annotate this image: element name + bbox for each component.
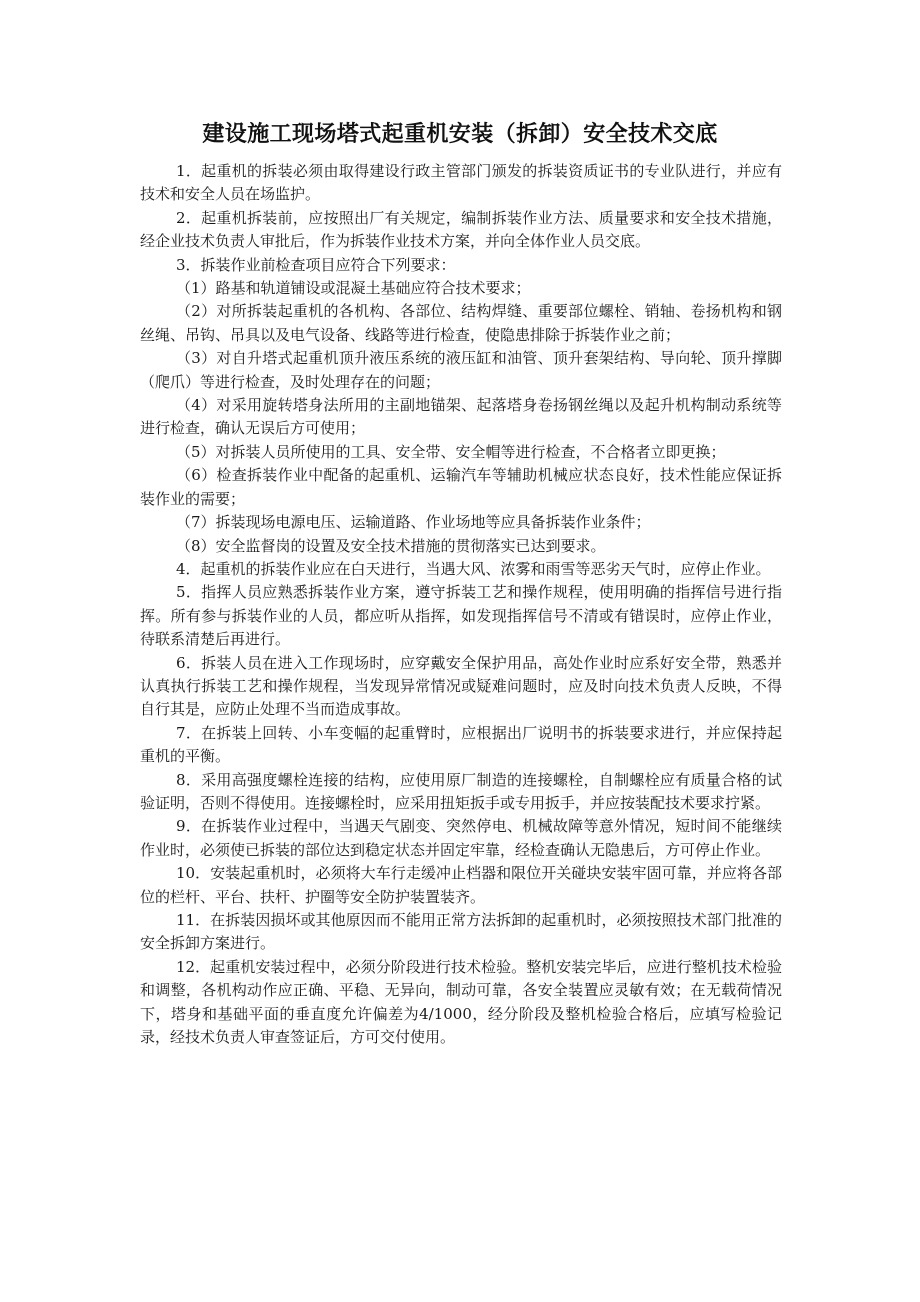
document-body xyxy=(140,160,782,1049)
paragraph-item-10: 10．安装起重机时，必须将大车行走缓冲止档器和限位开关碰块安装牢固可靠，并应将各部位的栏杆、平台、扶杆、护圈等安全防护装置装齐。 xyxy=(140,864,782,906)
sub-item-3-2: （2）对所拆装起重机的各机构、各部位、结构焊缝、重要部位螺栓、销轴、卷扬机构和钢丝绳、吊钩、吊具以及电气设备、线路等进行检查，使隐患排除于拆装作业之前； xyxy=(140,302,782,344)
sub-item-3-3: （3）对自升塔式起重机顶升液压系统的液压缸和油管、顶升套架结构、导向轮、顶升撑脚（爬爪）等进行检查，及时处理存在的问题； xyxy=(140,349,782,391)
sub-item-3-7: （7）拆装现场电源电压、运输道路、作业场地等应具备拆装作业条件； xyxy=(176,513,651,532)
paragraph-item-5: 5．指挥人员应熟悉拆装作业方案，遵守拆装工艺和操作规程，使用明确的指挥信号进行指挥。所有参与拆装作业的人员，都应听从指挥，如发现指挥信号不清或有错误时，应停止作业，待联系清楚后再进行。 xyxy=(140,583,782,649)
paragraph-item-9: 9．在拆装作业过程中，当遇天气剧变、突然停电、机械故障等意外情况，短时间不能继续作业时，必须使已拆装的部位达到稳定状态并固定牢靠，经检查确认无隐患后，方可停止作业。 xyxy=(140,817,782,859)
sub-item-3-4: （4）对采用旋转塔身法所用的主副地锚架、起落塔身卷扬钢丝绳以及起升机构制动系统等进行检查，确认无误后方可使用； xyxy=(140,396,782,438)
document-title: 建设施工现场塔式起重机安装（拆卸）安全技术交底 xyxy=(202,122,718,147)
sub-item-3-6: （6）检查拆装作业中配备的起重机、运输汽车等辅助机械应状态良好，技术性能应保证拆装作业的需要； xyxy=(140,466,782,508)
paragraph-item-4: 4．起重机的拆装作业应在白天进行，当遇大风、浓雾和雨雪等恶劣天气时，应停止作业。 xyxy=(176,559,771,578)
sub-item-3-1: （1）路基和轨道铺设或混凝土基础应符合技术要求； xyxy=(176,279,531,298)
paragraph-item-11: 11．在拆装因损坏或其他原因而不能用正常方法拆卸的起重机时，必须按照技术部门批准的安全拆卸方案进行。 xyxy=(140,911,782,953)
sub-item-3-5: （5）对拆装人员所使用的工具、安全带、安全帽等进行检查，不合格者立即更换； xyxy=(176,442,726,461)
paragraph-item-1: 1．起重机的拆装必须由取得建设行政主管部门颁发的拆装资质证书的专业队进行，并应有技术和安全人员在场监护。 xyxy=(140,162,782,204)
sub-item-3-8: （8）安全监督岗的设置及安全技术措施的贯彻落实已达到要求。 xyxy=(176,536,606,555)
paragraph-item-7: 7．在拆装上回转、小车变幅的起重臂时，应根据出厂说明书的拆装要求进行，并应保持起重机的平衡。 xyxy=(140,723,782,766)
paragraph-item-12: 12．起重机安装过程中，必须分阶段进行技术检验。整机安装完毕后，应进行整机技术检验和调整，各机构动作应正确、平稳、无异向，制动可靠，各安全装置应灵敏有效；在无载荷情况下，塔身和基础平面的垂直度允许偏差为4/1000，经分阶段及整机检验合格后，应填写检验记录，经技术负责人审查签证后，方可交付使用。 xyxy=(140,957,782,1047)
paragraph-item-6: 6．拆装人员在进入工作现场时，应穿戴安全保护用品，高处作业时应系好安全带，熟悉并认真执行拆装工艺和操作规程，当发现异常情况或疑难问题时，应及时向技术负责人反映，不得自行其是，应防止处理不当而造成事故。 xyxy=(140,653,782,719)
paragraph-item-2: 2．起重机拆装前，应按照出厂有关规定，编制拆装作业方法、质量要求和安全技术措施，经企业技术负责人审批后，作为拆装作业技术方案，并向全体作业人员交底。 xyxy=(140,208,782,251)
paragraph-item-8: 8．采用高强度螺栓连接的结构，应使用原厂制造的连接螺栓，自制螺栓应有质量合格的试验证明，否则不得使用。连接螺栓时，应采用扭矩扳手或专用扳手，并应按装配技术要求拧紧。 xyxy=(140,770,782,812)
paragraph-item-3: 3．拆装作业前检查项目应符合下列要求： xyxy=(176,255,456,274)
